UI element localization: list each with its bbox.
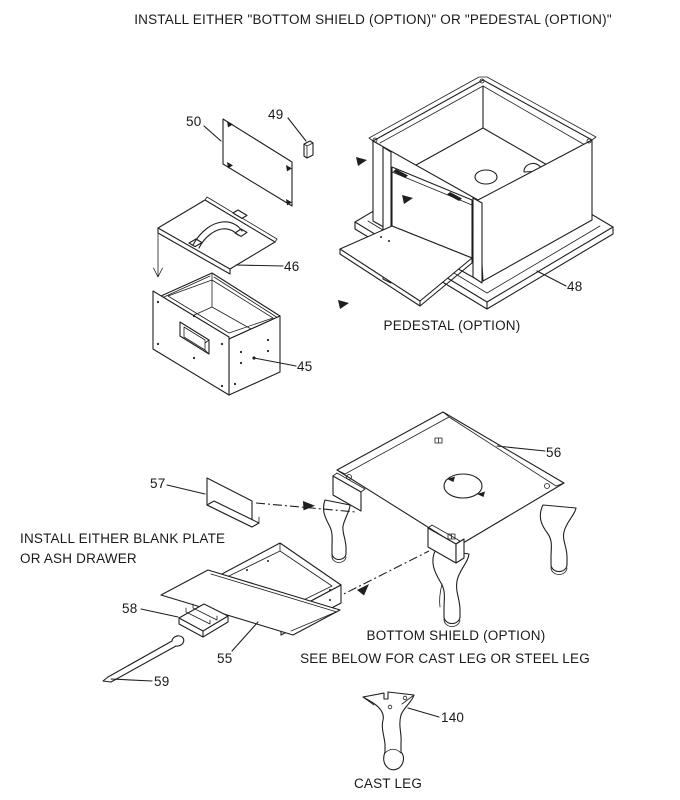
callout-57 (150, 476, 205, 494)
part-number-140: 140 (441, 710, 465, 725)
lid-tab (233, 210, 247, 218)
cast-leg-right (540, 505, 576, 572)
door-post-right (473, 198, 482, 283)
install-note-line1: INSTALL EITHER BLANK PLATE (20, 531, 226, 546)
callout-46 (236, 259, 299, 274)
tool-tip (103, 677, 111, 682)
arrowhead-icon (357, 584, 369, 596)
part-46-lid (158, 197, 277, 274)
callout-49 (268, 107, 306, 141)
callout-55 (217, 622, 258, 666)
see-below-caption: SEE BELOW FOR CAST LEG OR STEEL LEG (300, 651, 590, 666)
part-49-clip (304, 141, 313, 158)
callout-140 (408, 708, 464, 725)
part-number-48: 48 (567, 279, 583, 294)
part-45-drawer-box (153, 273, 280, 395)
diagram-title: INSTALL EITHER "BOTTOM SHIELD (OPTION)" OR "PEDESTAL (OPTION)" (134, 12, 612, 27)
install-note-line2: OR ASH DRAWER (20, 551, 137, 566)
part-number-55: 55 (217, 651, 233, 666)
part-number-58: 58 (122, 601, 138, 616)
part-number-57: 57 (150, 476, 166, 491)
callout-50 (186, 114, 221, 141)
part-number-50: 50 (186, 114, 202, 129)
callout-48 (537, 271, 582, 294)
view-arrow-icon (356, 157, 367, 166)
callout-59 (111, 674, 169, 689)
part-number-46: 46 (284, 259, 300, 274)
part-number-56: 56 (546, 445, 562, 460)
part-number-49: 49 (268, 107, 284, 122)
bottom-shield-assembly (324, 412, 576, 627)
bottom-shield-caption: BOTTOM SHIELD (OPTION) (366, 628, 546, 643)
part-number-45: 45 (297, 359, 313, 374)
part-140-cast-leg (363, 692, 414, 770)
part-59-scraper-tool (103, 636, 184, 682)
part-57-blank-plate (207, 478, 259, 527)
pedestal-assembly (338, 77, 613, 309)
tool-handle-end (172, 636, 184, 646)
callout-58 (122, 601, 178, 617)
pedestal-caption: PEDESTAL (OPTION) (383, 318, 521, 333)
part-50-blank-plate (223, 119, 292, 206)
assembly-arrow-lid-to-drawer (154, 234, 163, 277)
cast-leg-caption: CAST LEG (353, 776, 423, 791)
arrowhead-icon (303, 501, 315, 510)
part-number-59: 59 (154, 674, 170, 689)
view-arrow-icon (338, 300, 349, 309)
